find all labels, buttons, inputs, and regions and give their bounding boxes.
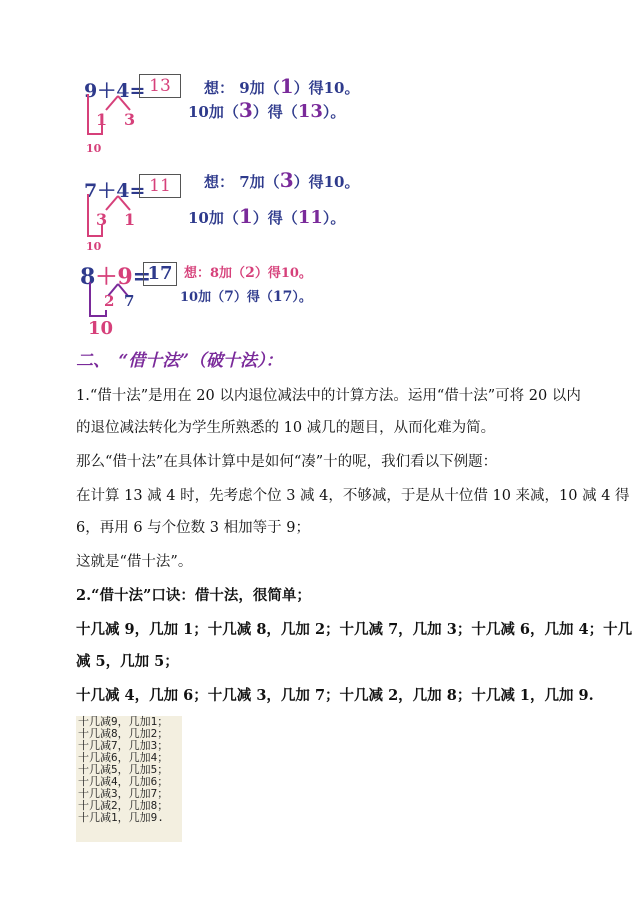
list-item: 十几减3，几加7； xyxy=(78,787,169,800)
think-number: 17 xyxy=(272,289,293,305)
equals-sign: = xyxy=(129,180,146,202)
list-item: 十几减9，几加1； xyxy=(78,715,169,728)
plus-sign: ＋ xyxy=(95,264,118,290)
equals-sign: = xyxy=(129,80,146,102)
addend-b: 4 xyxy=(116,180,130,202)
split-left: 1 xyxy=(96,110,108,129)
think-label: 想： xyxy=(204,173,235,191)
answer-box: 17 xyxy=(143,262,177,286)
think-number: 1 xyxy=(238,204,253,228)
think-text: 10加（ xyxy=(188,103,239,121)
list-item: 十几减8，几加2； xyxy=(78,727,169,740)
think-text: ）得10。 xyxy=(254,266,312,281)
list-item: 十几减6，几加4； xyxy=(78,751,169,764)
think-text: ）得（ xyxy=(233,290,273,305)
think-number: 3 xyxy=(279,168,294,192)
split-left: 2 xyxy=(104,292,115,310)
answer-box: 11 xyxy=(139,174,181,198)
think-text: ）得（ xyxy=(252,103,298,121)
paragraph-1-line-1: 1.“借十法”是用在 20 以内退位减法中的计算方法。运用“借十法”可将 20 以内 xyxy=(76,388,581,404)
think-number: 3 xyxy=(238,98,253,122)
list-item: 十几减5，几加5； xyxy=(78,763,169,776)
paragraph-4: 这就是“借十法”。 xyxy=(76,554,193,570)
ten-label: 10 xyxy=(88,318,114,339)
think-text: ）。 xyxy=(292,290,312,305)
example-1 xyxy=(0,64,640,156)
rhyme-line-3: 十几减 4，几加 6；十几减 3，几加 7；十几减 2，几加 8；十几减 1，几加 9. xyxy=(76,687,594,704)
think-text: 10加（ xyxy=(188,209,239,227)
answer-box: 13 xyxy=(139,74,181,98)
ten-label: 10 xyxy=(86,142,102,155)
rhyme-line-2: 减 5，几加 5； xyxy=(76,653,179,670)
list-item: 十几减2，几加8； xyxy=(78,799,169,812)
paragraph-3-line-2: 6，再用 6 与个位数 3 相加等于 9； xyxy=(76,520,310,536)
paragraph-2: 那么“借十法”在具体计算中是如何“凑”十的呢，我们看以下例题： xyxy=(76,454,498,470)
think-text: 9加（ xyxy=(239,79,280,97)
addend-b: 9 xyxy=(117,264,133,290)
think-text: ）得10。 xyxy=(293,79,360,97)
think-text: ）得（ xyxy=(252,209,298,227)
think-text: 8加（ xyxy=(210,266,246,281)
plus-sign: ＋ xyxy=(97,180,117,202)
split-left: 3 xyxy=(96,210,108,229)
split-right: 1 xyxy=(124,210,136,229)
think-text: 10加（ xyxy=(180,290,225,305)
think-line-2 xyxy=(180,286,312,305)
paragraph-3-line-1: 在计算 13 减 4 时，先考虑个位 3 减 4，不够减，于是从十位借 10 来减，10 减 4 得 xyxy=(76,488,630,504)
think-line-1 xyxy=(204,74,359,98)
addend-a: 7 xyxy=(84,180,98,202)
rhyme-list-box xyxy=(76,716,182,842)
split-right: 7 xyxy=(124,292,135,310)
think-number: 2 xyxy=(245,265,255,281)
think-number: 11 xyxy=(297,207,323,228)
think-text: ）得10。 xyxy=(293,173,360,191)
think-number: 7 xyxy=(224,289,234,305)
split-lines xyxy=(80,92,150,148)
rhyme-title: 2.“借十法”口诀：借十法，很简单； xyxy=(76,587,311,604)
think-line-2 xyxy=(188,204,345,228)
think-number: 13 xyxy=(297,101,323,122)
think-line-1 xyxy=(204,168,359,192)
think-line-1 xyxy=(184,262,312,281)
list-item: 十几减4，几加6； xyxy=(78,775,169,788)
think-number: 1 xyxy=(279,74,294,98)
list-item: 十几减7，几加3； xyxy=(78,739,169,752)
think-line-2 xyxy=(188,98,345,122)
think-text: ）。 xyxy=(322,103,346,121)
addend-a: 8 xyxy=(80,264,96,290)
section-heading: 二、 “借十法”（破十法）： xyxy=(76,351,283,371)
equals-sign: = xyxy=(132,264,152,290)
rhyme-line-1: 十几减 9，几加 1；十几减 8，几加 2；十几减 7，几加 3；十几减 6，几加 4；十几 xyxy=(76,621,633,638)
example-2 xyxy=(0,164,640,256)
addend-b: 4 xyxy=(116,80,130,102)
ten-label: 10 xyxy=(86,240,102,253)
list-item: 十几减1，几加9. xyxy=(78,811,164,824)
think-text: 7加（ xyxy=(239,173,280,191)
example-3 xyxy=(0,256,640,346)
think-label: 想： xyxy=(184,266,211,281)
paragraph-1-line-2: 的退位减法转化为学生所熟悉的 10 减几的题目，从而化难为简。 xyxy=(76,420,496,436)
addend-a: 9 xyxy=(84,80,98,102)
think-label: 想： xyxy=(204,79,235,97)
think-text: ）。 xyxy=(322,209,346,227)
plus-sign: ＋ xyxy=(97,80,117,102)
split-right: 3 xyxy=(124,110,136,129)
